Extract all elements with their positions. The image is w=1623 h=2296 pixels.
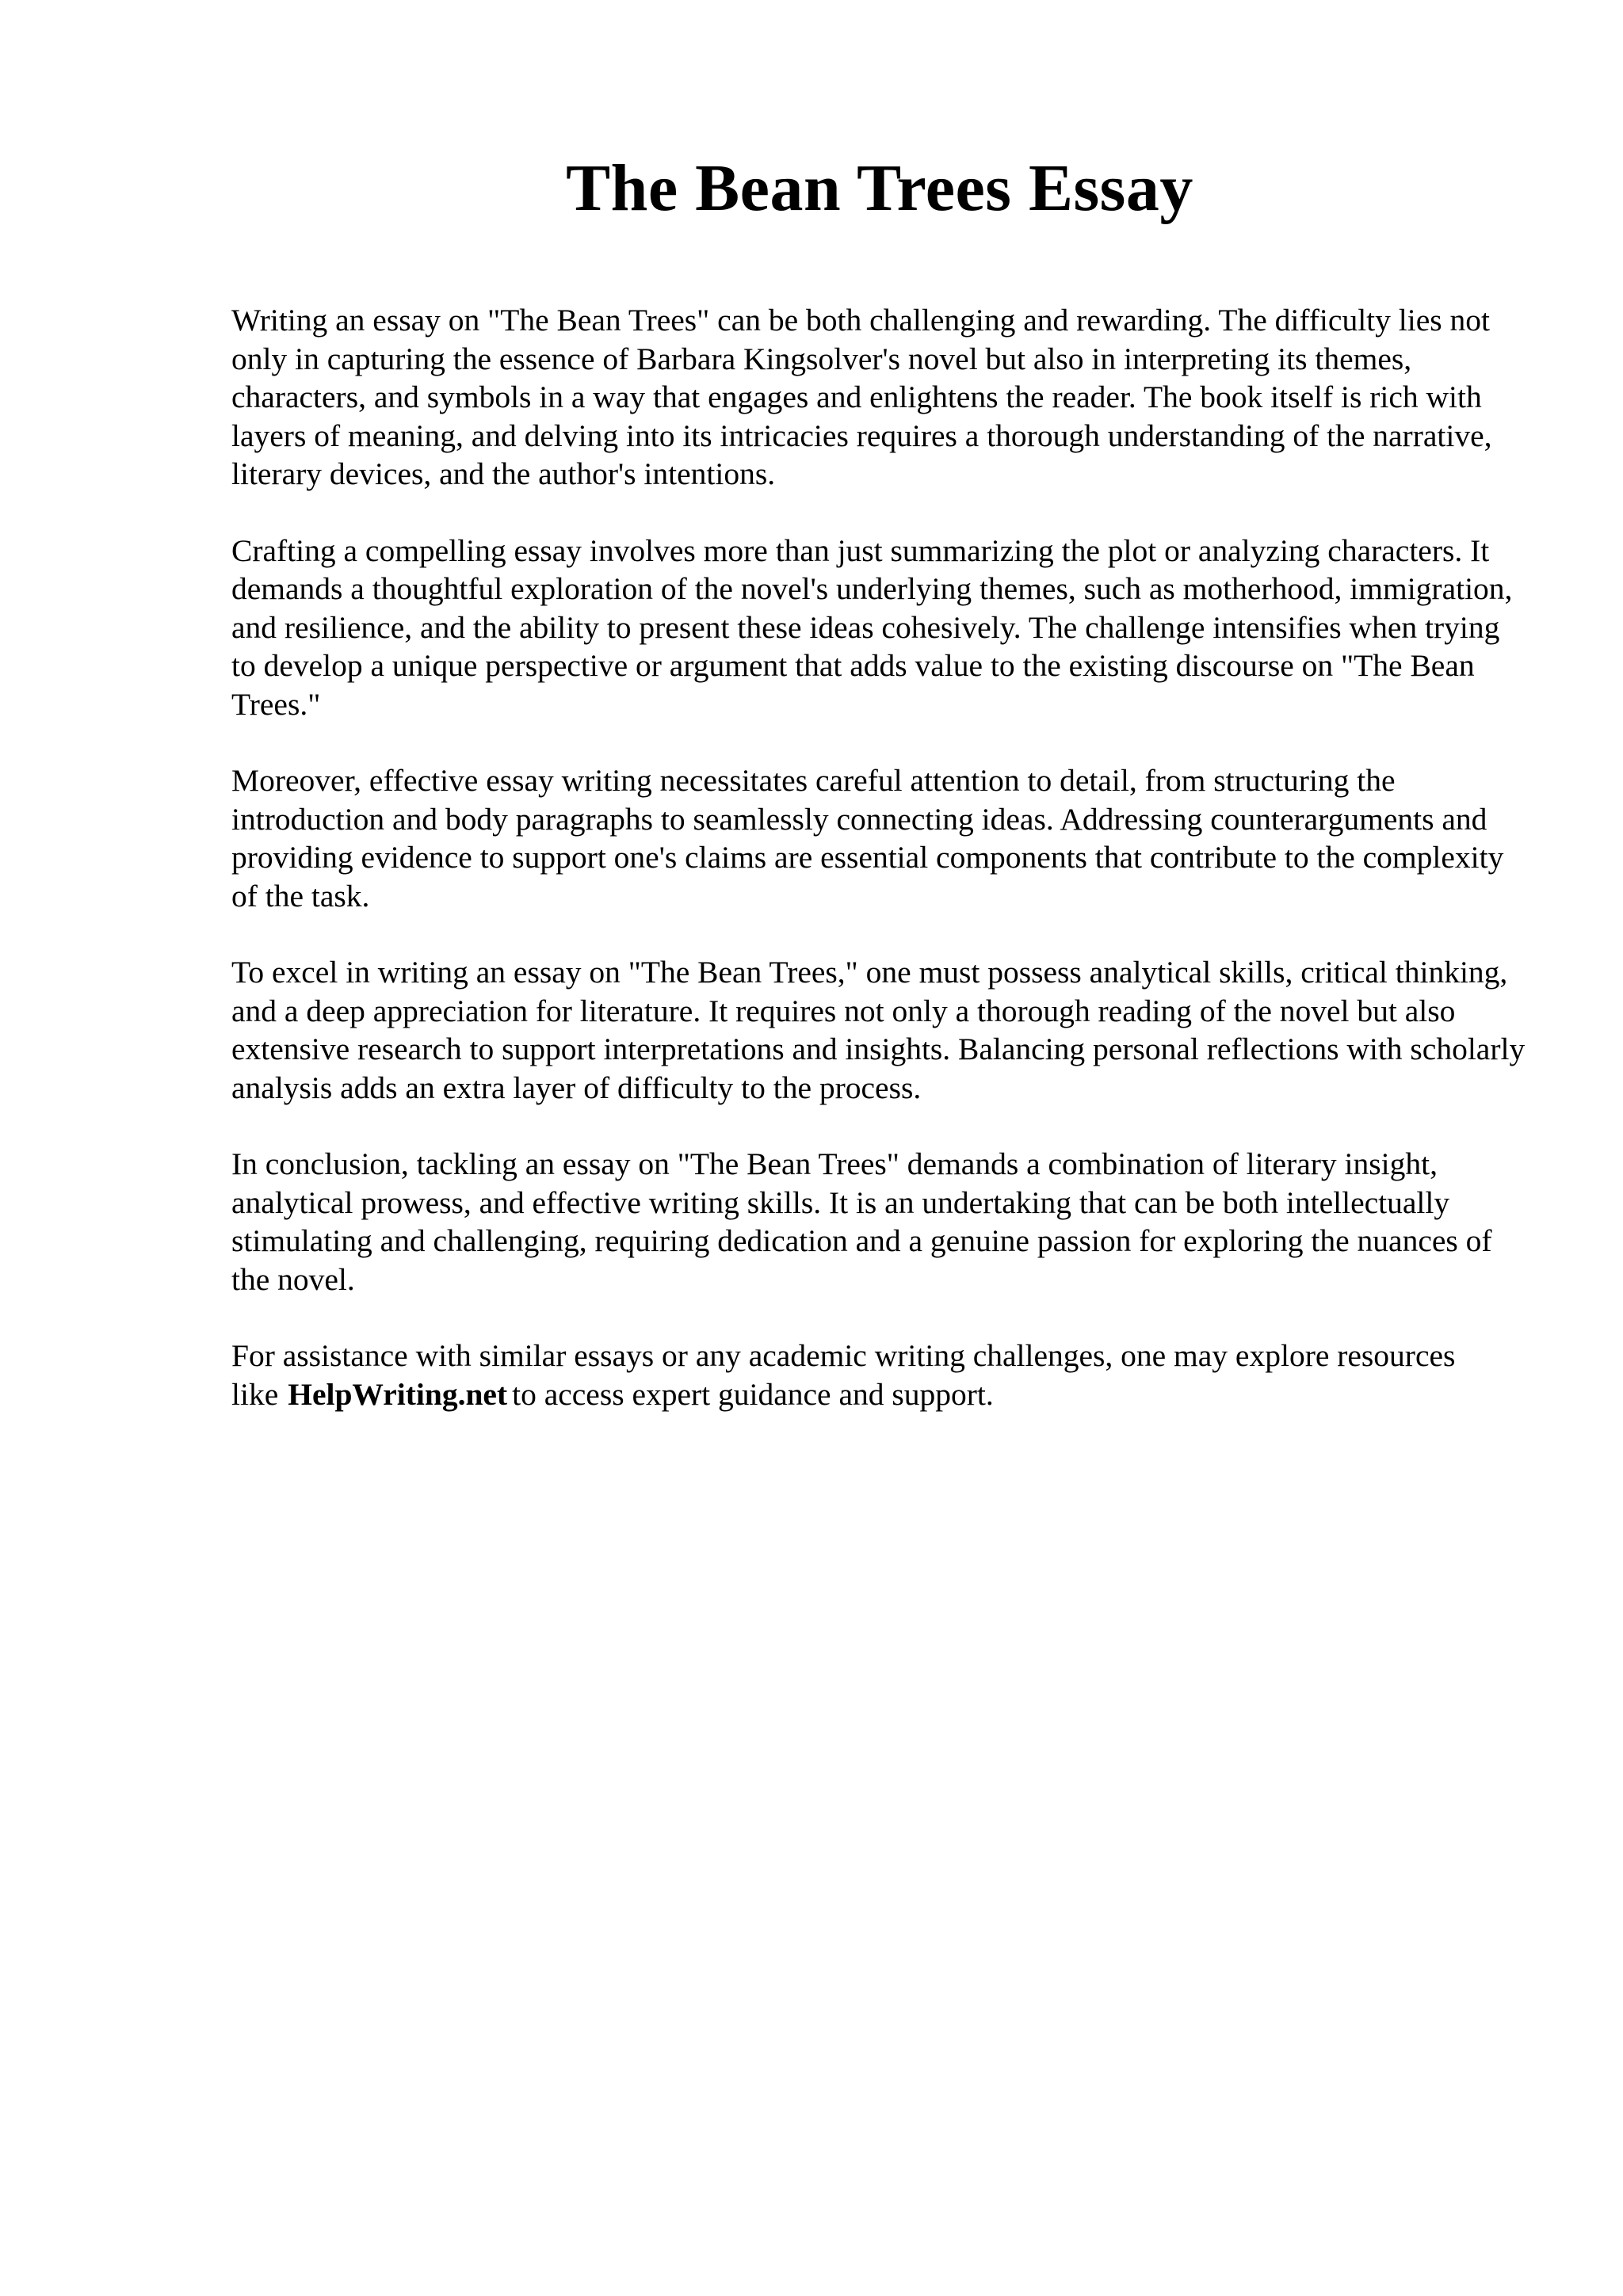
paragraph-2: Crafting a compelling essay involves more than just summarizing the plot or analyzing characters. It demands a thoughtful exploration of the novel's underlying themes, such as motherhood, immigration, and resilience, and the ability to present these ideas cohesively. The challenge intensifies when trying to develop a unique perspective or argument that adds value to the existing discourse on "The Bean Trees." (231, 532, 1513, 722)
paragraph-1: Writing an essay on "The Bean Trees" can be both challenging and rewarding. The difficulty lies not only in capturing the essence of Barbara Kingsolver's novel but also in interpreting its themes, characters, and symbols in a way that engages and enlightens the reader. The book itself is rich with layers of meaning, and delving into its intricacies requires a thorough understanding of the narrative, literary devices, and the author's intentions. (231, 303, 1492, 491)
closing-text-before: For assistance with similar essays or any academic writing challenges, one may explore resources like (231, 1338, 1456, 1412)
essay-body (231, 301, 1531, 1451)
helpwriting-link[interactable]: HelpWriting.net (288, 1376, 508, 1412)
paragraph-4: To excel in writing an essay on "The Bean Trees," one must possess analytical skills, critical thinking, and a deep appreciation for literature. It requires not only a thorough reading of the novel but also extensive research to support interpretations and insights. Balancing personal reflections with scholarly analysis adds an extra layer of difficulty to the process. (231, 955, 1526, 1105)
closing-text-after: to access expert guidance and support. (512, 1376, 994, 1412)
paragraph-5: In conclusion, tackling an essay on "The Bean Trees" demands a combination of literary insight, analytical prowess, and effective writing skills. It is an undertaking that can be both intellectually stimulating and challenging, requiring dedication and a genuine passion for exploring the nuances of the novel. (231, 1146, 1492, 1297)
page-title: The Bean Trees Essay (566, 151, 1193, 225)
closing-paragraph (231, 1337, 1531, 1413)
paragraph-3: Moreover, effective essay writing necessitates careful attention to detail, from structuring the introduction and body paragraphs to seamlessly connecting ideas. Addressing counterarguments and providing evidence to support one's claims are essential components that contribute to the complexity of the task. (231, 763, 1504, 913)
